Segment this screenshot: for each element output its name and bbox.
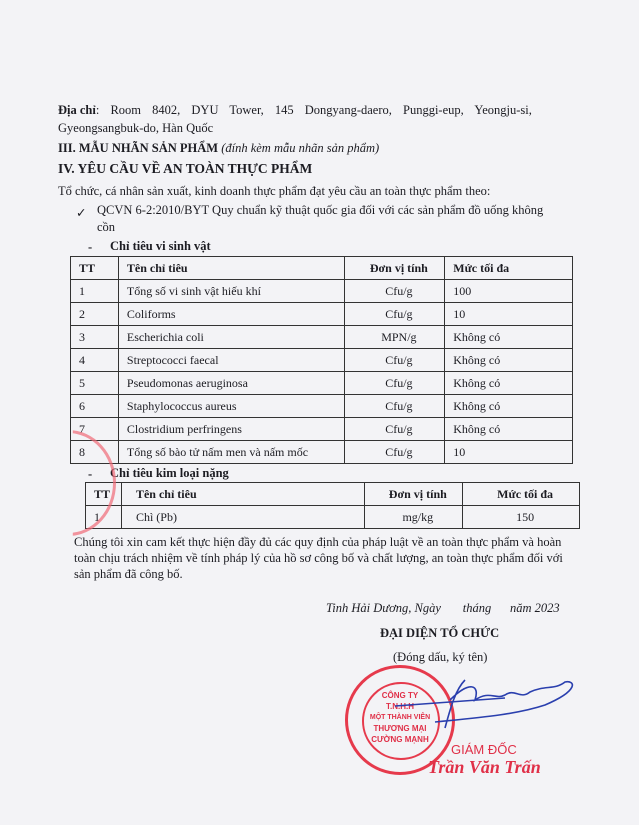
stamp-line: THƯƠNG MẠI [373,724,427,733]
cell-unit: MPN/g [345,326,445,349]
address-value: : Room 8402, DYU Tower, 145 Dongyang-daero, Punggi-eup, Yeongju-si, [95,103,532,117]
cell-max: Không có [445,395,573,418]
micro-title: Chỉ tiêu vi sinh vật [110,239,211,253]
section-3-title: III. MẪU NHÃN SẢN PHẨM [58,141,219,155]
cell-unit: Cfu/g [345,395,445,418]
standard-line-1: QCVN 6-2:2010/BYT Quy chuẩn kỹ thuật quốc gia đối với các sản phẩm đồ uống không [97,203,544,217]
table-row [71,326,573,349]
cell-unit: Cfu/g [345,418,445,441]
position-title: GIÁM ĐỐC [451,742,517,757]
standard-line-2: cồn [97,220,116,234]
micro-table [70,256,573,464]
table-row [71,349,573,372]
table-row [71,372,573,395]
representative-title: ĐẠI DIỆN TỔ CHỨC [380,626,500,640]
cell-tt: 1 [86,506,122,529]
signature-scribble [395,670,585,740]
cell-tt: 3 [71,326,119,349]
header-unit: Đơn vị tính [365,483,463,506]
cell-unit: Cfu/g [345,280,445,303]
section-3-note: (đính kèm mẫu nhãn sản phẩm) [221,141,380,155]
section-4-title: IV. YÊU CẦU VỀ AN TOÀN THỰC PHẨM [58,161,313,176]
cell-max: Không có [445,418,573,441]
header-tt: TT [71,257,119,280]
header-max: Mức tối đa [445,257,573,280]
cell-tt: 6 [71,395,119,418]
micro-dash: - [88,240,93,254]
cell-tt: 1 [71,280,119,303]
section-3-heading [58,141,379,156]
cell-tt: 7 [71,418,119,441]
cell-max: Không có [445,326,573,349]
cell-name: Staphylococcus aureus [118,395,345,418]
address-line-2: Gyeongsangbuk-do, Hàn Quốc [58,121,214,135]
metal-table [85,482,580,529]
cell-name: Tổng số vi sinh vật hiếu khí [118,280,345,303]
stamp-line: T.N.H.H [386,702,414,711]
table-row [71,280,573,303]
cell-max: Không có [445,372,573,395]
cell-name: Clostridium perfringens [118,418,345,441]
cell-unit: Cfu/g [345,441,445,464]
header-name: Tên chỉ tiêu [121,483,364,506]
commitment-line-1: Chúng tôi xin cam kết thực hiện đầy đủ các quy định của pháp luật về an toàn thực phẩm và hoàn [74,535,562,549]
commitment-line-3: sản phẩm đã công bố. [74,567,183,581]
table-header-row [71,257,573,280]
cell-unit: Cfu/g [345,303,445,326]
section-4-intro: Tổ chức, cá nhân sản xuất, kinh doanh thực phẩm đạt yêu cầu an toàn thực phẩm theo: [58,184,491,198]
check-icon: ✓ [76,206,87,220]
cell-name: Streptococci faecal [118,349,345,372]
stamp-line: CƯỜNG MẠNH [371,735,429,744]
partial-stamp [20,430,116,536]
commitment-line-2: toàn chịu trách nhiệm về tính pháp lý của hồ sơ công bố và chất lượng, an toàn thực phẩm đối với [74,551,563,565]
cell-tt: 4 [71,349,119,372]
stamp-line: MỘT THÀNH VIÊN [369,714,431,721]
cell-tt: 8 [71,441,119,464]
cell-max: Không có [445,349,573,372]
cell-unit: Cfu/g [345,349,445,372]
table-row [71,395,573,418]
header-max: Mức tối đa [463,483,580,506]
signer-name: Trần Văn Trấn [428,757,541,777]
stamp-sign-note: (Đóng dấu, ký tên) [393,650,488,664]
cell-unit: Cfu/g [345,372,445,395]
stamp-line: CÔNG TY [381,691,419,700]
cell-max: 10 [445,441,573,464]
cell-max: 150 [463,506,580,529]
cell-name: Chì (Pb) [121,506,364,529]
table-row [86,506,580,529]
cell-max: 10 [445,303,573,326]
header-unit: Đơn vị tính [345,257,445,280]
metal-dash: - [88,467,93,481]
table-row [71,418,573,441]
cell-name: Escherichia coli [118,326,345,349]
cell-name: Coliforms [118,303,345,326]
cell-unit: mg/kg [365,506,463,529]
cell-name: Pseudomonas aeruginosa [118,372,345,395]
table-row [71,303,573,326]
cell-tt: 5 [71,372,119,395]
address-label: Địa chỉ [58,103,96,117]
table-row [71,441,573,464]
metal-title: Chỉ tiêu kim loại nặng [110,466,229,480]
cell-max: 100 [445,280,573,303]
table-header-row [86,483,580,506]
address-line-1 [58,103,532,118]
header-name: Tên chỉ tiêu [118,257,345,280]
place-date: Tinh Hải Dương, Ngày tháng năm 2023 [326,601,560,615]
header-tt: TT [86,483,122,506]
cell-name: Tổng số bào tử nấm men và nấm mốc [118,441,345,464]
cell-tt: 2 [71,303,119,326]
